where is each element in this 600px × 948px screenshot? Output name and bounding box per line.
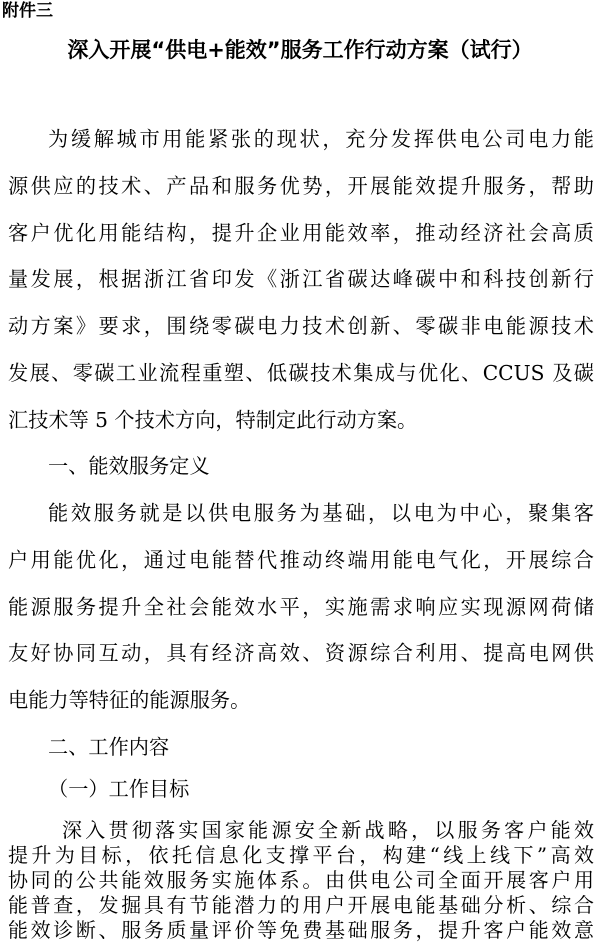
paragraph-line: 发展、零碳工业流程重塑、低碳技术集成与优化、CCUS 及碳 bbox=[8, 361, 594, 385]
paragraph-line: 协同的公共能效服务实施体系。由供电公司全面开展客户用 bbox=[8, 868, 594, 892]
paragraph-line: 提升为目标，依托信息化支撑平台，构建“线上线下”高效 bbox=[8, 843, 594, 867]
paragraph-line: 量发展，根据浙江省印发《浙江省碳达峰碳中和科技创新行 bbox=[8, 267, 594, 291]
paragraph-line: 源供应的技术、产品和服务优势，开展能效提升服务，帮助 bbox=[8, 174, 594, 198]
subsection-heading: （一）工作目标 bbox=[48, 777, 190, 801]
paragraph-line: 汇技术等 5 个技术方向，特制定此行动方案。 bbox=[8, 408, 418, 432]
paragraph-line: 客户优化用能结构，提升企业用能效率，推动经济社会高质 bbox=[8, 221, 594, 245]
section-heading: 一、能效服务定义 bbox=[48, 454, 210, 478]
paragraph-line: 能普查，发掘具有节能潜力的用户开展电能基础分析、综合 bbox=[8, 893, 594, 917]
document-title: 深入开展“供电+能效”服务工作行动方案（试行） bbox=[67, 38, 533, 62]
attachment-label: 附件三 bbox=[2, 1, 53, 21]
paragraph-line: 为缓解城市用能紧张的现状，充分发挥供电公司电力能 bbox=[48, 127, 594, 151]
paragraph-line: 能源服务提升全社会能效水平，实施需求响应实现源网荷储 bbox=[8, 595, 594, 619]
paragraph-line: 能效服务就是以供电服务为基础，以电为中心，聚集客 bbox=[48, 501, 594, 525]
paragraph-line: 户用能优化，通过电能替代推动终端用能电气化，开展综合 bbox=[8, 548, 594, 572]
paragraph-line: 动方案》要求，围绕零碳电力技术创新、零碳非电能源技术 bbox=[8, 314, 594, 338]
section-heading: 二、工作内容 bbox=[48, 735, 170, 759]
paragraph-line: 电能力等特征的能源服务。 bbox=[8, 688, 251, 712]
paragraph-line: 友好协同互动，具有经济高效、资源综合利用、提高电网供 bbox=[8, 641, 594, 665]
paragraph-line: 深入贯彻落实国家能源安全新战略，以服务客户能效 bbox=[62, 818, 594, 842]
paragraph-line: 能效诊断、服务质量评价等免费基础服务，提升客户能效意 bbox=[8, 918, 594, 942]
